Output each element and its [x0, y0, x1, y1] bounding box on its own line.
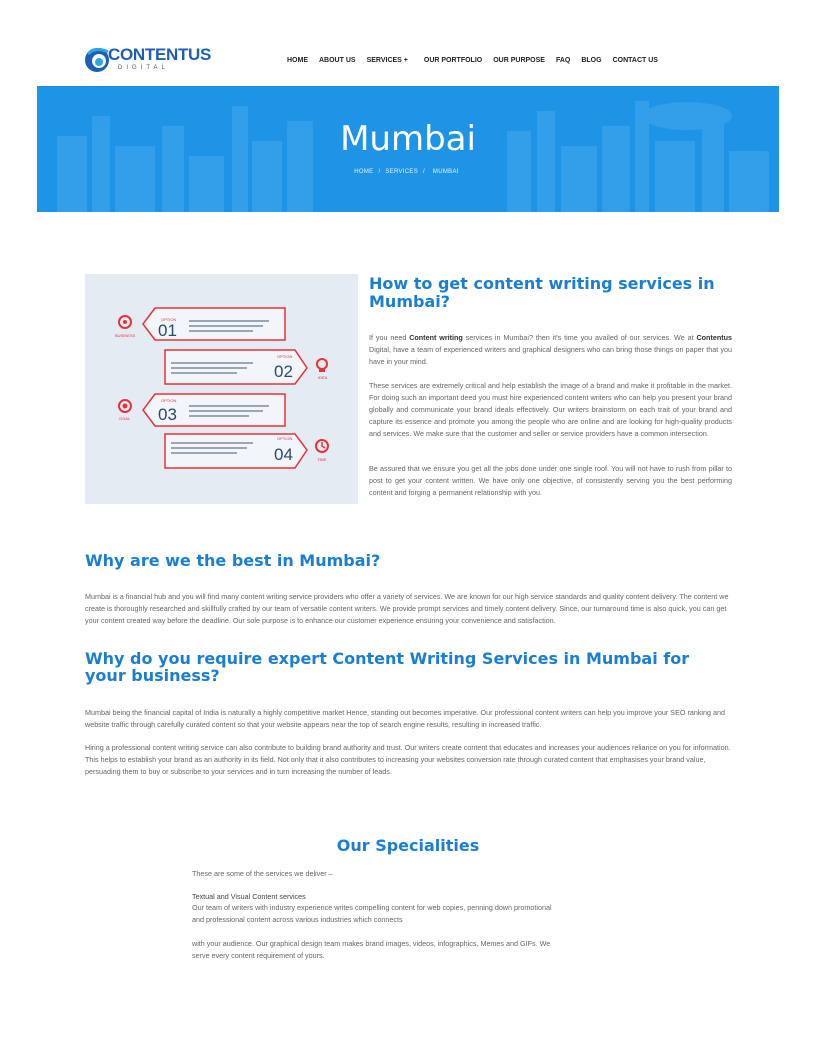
option-4-caption: TIME	[317, 457, 327, 462]
specialities-paragraph-1: Our team of writers with industry experience writes compelling content for web copies, penning down promotional and professional content across various industries which connects	[192, 903, 552, 924]
section-2-paragraph: Mumbai is a financial hub and you will find many content writing service providers who offer a variety of services. We are known for our high service standards and quality content delivery. The content we create is thoroughly researched and skillfully crafted by our team of versatile content writers. We provide prompt services and timely content delivery. Since, our turnaround time is also quick, you can get your content created way before the deadline. Our sole purpose is to enhance our customer experience ensuring your convenience and satisfaction.	[85, 592, 729, 625]
specialities-paragraph-2: with your audience. Our graphical design team makes brand images, videos, infographics, Memes and GIFs. We serve every content requirement of yours.	[192, 939, 551, 960]
specialities-intro: These are some of the services we deliver –	[192, 869, 333, 878]
gear-icon	[119, 316, 131, 328]
option-3-caption: GOAL	[119, 416, 131, 421]
option-1-label: OPTION	[161, 317, 177, 322]
breadcrumb-services[interactable]: SERVICES	[385, 169, 419, 175]
option-2-caption: IDEA	[318, 375, 328, 380]
option-3-number: 03	[158, 405, 177, 424]
page-title: Mumbai	[340, 119, 476, 159]
nav-services[interactable]: SERVICES +	[366, 57, 408, 64]
lightbulb-icon	[317, 359, 327, 372]
nav-contact-us[interactable]: CONTACT US	[612, 57, 658, 64]
logo-subtitle: DIGITAL	[118, 65, 169, 71]
breadcrumb-separator: /	[378, 169, 381, 175]
breadcrumb	[37, 169, 779, 175]
site-header	[0, 0, 816, 86]
nav-our-portfolio[interactable]: OUR PORTFOLIO	[423, 57, 483, 64]
option-4-number: 04	[274, 445, 293, 464]
logo-wordmark: CONTENTUS	[108, 45, 212, 64]
page-hero-banner	[37, 86, 779, 212]
main-nav	[287, 57, 669, 64]
section-1-paragraph-3: Be assured that we ensure you get all the jobs done under one single roof. You will not have to rush from pillar to post to get your content written. We have only one objective, of consistently serving you the best performing content and forging a permanent relationship with you.	[369, 464, 732, 497]
section-heading-why-best: Why are we the best in Mumbai?	[85, 551, 381, 570]
breadcrumb-current: MUMBAI	[432, 169, 459, 175]
section-heading-how-to-get: How to get content writing services in Mumbai?	[369, 274, 715, 311]
breadcrumb-home[interactable]: HOME	[354, 169, 374, 175]
content-writing-link[interactable]: Content writing	[409, 333, 463, 342]
options-infographic-image	[85, 274, 358, 504]
specialities-subtitle: Textual and Visual Content services	[192, 892, 306, 901]
section-heading-why-require: Why do you require expert Content Writing Services in Mumbai for your business?	[85, 649, 690, 685]
nav-blog[interactable]: BLOG	[581, 57, 602, 64]
site-logo[interactable]	[84, 44, 212, 78]
section-3-paragraph-1: Mumbai being the financial capital of India is naturally a highly competitive market Hence, standing out becomes imperative. Our professional content writers can help you improve your SEO ranking and website traffic through carefully curated content so that your website appears near the top of search engine results, resulting in increased traffic.	[85, 708, 726, 729]
breadcrumb-separator: /	[422, 169, 425, 175]
section-3-paragraph-2: Hiring a professional content writing service can also contribute to building brand authority and trust. Our writers create content that educates and increases your audiences reliance on you for information. This helps to establish your brand as an authority in its field. Not only that it also contributes to increasing your websites conversion rate through curated content that emphasises your brand value, persuading them to buy or subscribe to your services and in turn increasing the number of leads.	[85, 743, 731, 776]
option-2-number: 02	[274, 362, 293, 381]
option-1-number: 01	[158, 321, 177, 340]
section-1-paragraph-1: If you need Content writing services in Mumbai? then it's time you availed of our services. We at Contentus Digital, have a team of experienced writers and graphical designers who can bring those things on paper that you have in your mind.	[369, 333, 733, 366]
section-1-paragraph-2: These services are extremely critical and help establish the image of a brand and make it profitable in the market. For doing such an important deed you must hire experienced content writers who can help you present your brand globally and communicate your brand ideals effectively. Our writers brainstorm on each trait of your brand and capture its essence and promote you among the people who are online and are looking for high-quality products and services. We make sure that the customer and seller or service providers have a common intersection.	[369, 381, 732, 438]
target-icon	[119, 400, 131, 412]
option-1-caption: BUSINESS	[115, 333, 136, 338]
nav-about-us[interactable]: ABOUT US	[319, 57, 356, 64]
nav-our-purpose[interactable]: OUR PURPOSE	[493, 57, 545, 64]
section-heading-specialities: Our Specialities	[336, 836, 480, 855]
nav-faq[interactable]: FAQ	[555, 57, 571, 64]
nav-home[interactable]: HOME	[287, 57, 308, 64]
clock-icon	[316, 440, 328, 452]
option-2-label: OPTION	[277, 354, 293, 359]
option-4-label: OPTION	[277, 436, 293, 441]
infographic-drawing	[85, 274, 358, 504]
option-3-label: OPTION	[161, 398, 177, 403]
